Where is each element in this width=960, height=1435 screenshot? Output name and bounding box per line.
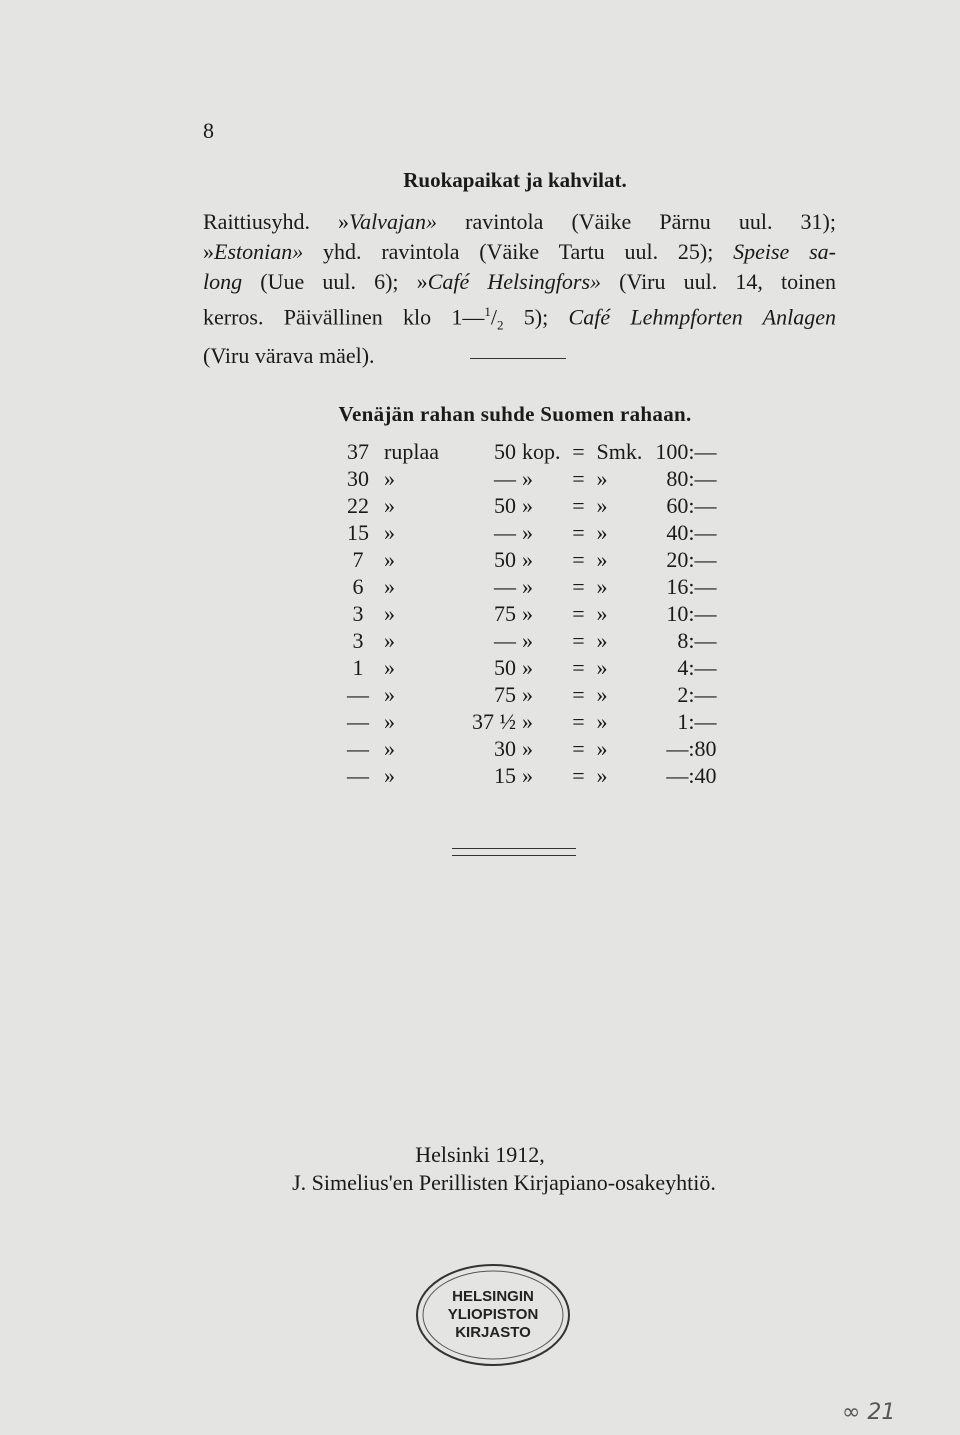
table-cell: 4:—: [677, 654, 717, 680]
table-cell: =: [572, 573, 585, 599]
paragraph-line-3: long (Uue uul. 6); »Café Helsingfors» (Viru uul. 14, toinen: [203, 269, 837, 294]
table-row: [338, 492, 717, 519]
table-cell: »: [596, 762, 608, 788]
table-cell: »: [522, 762, 533, 788]
table-cell: »: [384, 735, 395, 761]
table-row: [338, 438, 717, 465]
table-cell: 50: [494, 492, 516, 518]
table-cell: »: [384, 681, 395, 707]
table-cell: 50: [494, 654, 516, 680]
table-cell: 20:—: [666, 546, 717, 572]
page-number: 8: [203, 118, 214, 143]
table-cell: 10:—: [666, 600, 717, 626]
table-cell: =: [572, 627, 585, 653]
table-cell: »: [596, 654, 608, 680]
table-cell: =: [572, 546, 585, 572]
table-cell: Smk.: [596, 438, 643, 464]
table-cell: »: [596, 465, 608, 491]
table-row: [338, 762, 717, 789]
table-cell: —: [494, 465, 516, 491]
pencil-annotation: ∞ 21: [842, 1400, 896, 1425]
table-cell: —:80: [666, 735, 717, 761]
table-row: [338, 681, 717, 708]
footer-printer: J. Simelius'en Perillisten Kirjapiano-osakeyhtiö.: [292, 1170, 716, 1195]
table-cell: »: [596, 519, 608, 545]
table-cell: 100:—: [655, 438, 717, 464]
table-row: [338, 627, 717, 654]
table-row: [338, 708, 717, 735]
table-cell: =: [572, 492, 585, 518]
table-cell: 75: [494, 600, 516, 626]
section-title-exchange: Venäjän rahan suhde Suomen rahaan.: [338, 402, 692, 426]
table-cell: »: [384, 519, 395, 545]
table-cell: 1: [352, 654, 364, 680]
table-cell: =: [572, 519, 585, 545]
table-cell: »: [522, 519, 533, 545]
table-cell: »: [596, 600, 608, 626]
table-cell: »: [384, 465, 395, 491]
table-cell: 50: [494, 438, 516, 464]
table-row: [338, 573, 717, 600]
table-cell: »: [596, 708, 608, 734]
paragraph-line-2: »Estonian» yhd. ravintola (Väike Tartu uul. 25); Speise sa-: [203, 239, 836, 264]
table-cell: »: [384, 546, 395, 572]
table-cell: =: [572, 654, 585, 680]
table-cell: 80:—: [666, 465, 717, 491]
table-cell: 37 ½: [472, 708, 516, 734]
table-cell: »: [384, 573, 395, 599]
table-row: [338, 546, 717, 573]
library-stamp: [413, 1260, 573, 1370]
table-cell: »: [596, 627, 608, 653]
table-cell: 22: [347, 492, 369, 518]
table-cell: 40:—: [666, 519, 717, 545]
table-cell: »: [522, 492, 533, 518]
restaurants-paragraph: [203, 207, 836, 371]
table-cell: =: [572, 465, 585, 491]
table-cell: »: [522, 654, 533, 680]
stamp-line-3: KIRJASTO: [455, 1324, 531, 1341]
table-cell: 15: [494, 762, 516, 788]
double-rule-bottom: [452, 855, 576, 856]
table-cell: 30: [494, 735, 516, 761]
stamp-line-2: YLIOPISTON: [447, 1306, 539, 1323]
table-cell: 7: [352, 546, 364, 572]
table-cell: 75: [494, 681, 516, 707]
table-cell: —: [347, 735, 369, 761]
exchange-rate-table: [338, 438, 717, 789]
table-cell: »: [596, 546, 608, 572]
table-cell: »: [522, 627, 533, 653]
table-cell: »: [384, 600, 395, 626]
table-cell: ruplaa: [384, 438, 439, 464]
table-cell: »: [522, 546, 533, 572]
table-cell: —: [494, 573, 516, 599]
table-cell: »: [522, 708, 533, 734]
table-cell: »: [522, 681, 533, 707]
table-cell: »: [384, 627, 395, 653]
table-cell: 50: [494, 546, 516, 572]
table-cell: 60:—: [666, 492, 717, 518]
table-cell: =: [572, 762, 585, 788]
table-cell: =: [572, 600, 585, 626]
table-cell: 16:—: [666, 573, 717, 599]
table-cell: —:40: [666, 762, 717, 788]
paragraph-line-1: Raittiusyhd. »Valvajan» ravintola (Väike Pärnu uul. 31);: [203, 209, 836, 234]
table-cell: =: [572, 681, 585, 707]
paragraph-line-5: (Viru värava mäel).: [203, 342, 375, 368]
table-row: [338, 600, 717, 627]
table-cell: 3: [352, 627, 364, 653]
table-cell: —: [347, 708, 369, 734]
section-divider: [470, 358, 566, 359]
table-cell: »: [384, 762, 395, 788]
table-cell: kop.: [522, 438, 561, 464]
table-cell: »: [596, 735, 608, 761]
table-cell: »: [522, 735, 533, 761]
stamp-line-1: HELSINGIN: [452, 1288, 534, 1305]
table-cell: —: [347, 762, 369, 788]
table-cell: =: [572, 438, 585, 464]
table-cell: »: [522, 600, 533, 626]
table-cell: »: [596, 492, 608, 518]
double-rule-top: [452, 848, 576, 849]
table-row: [338, 519, 717, 546]
table-cell: —: [494, 519, 516, 545]
table-cell: —: [347, 681, 369, 707]
table-cell: =: [572, 708, 585, 734]
footer-place-year: Helsinki 1912,: [415, 1142, 545, 1167]
table-cell: 6: [352, 573, 364, 599]
table-cell: »: [596, 681, 608, 707]
table-cell: 1:—: [677, 708, 717, 734]
table-cell: 3: [352, 600, 364, 626]
table-cell: »: [384, 654, 395, 680]
table-row: [338, 735, 717, 762]
table-cell: 37: [347, 438, 369, 464]
table-row: [338, 465, 717, 492]
table-cell: 15: [347, 519, 369, 545]
table-cell: »: [384, 492, 395, 518]
table-cell: 2:—: [677, 681, 717, 707]
table-cell: 30: [347, 465, 369, 491]
table-cell: »: [384, 708, 395, 734]
table-cell: »: [522, 573, 533, 599]
section-title-restaurants: Ruokapaikat ja kahvilat.: [403, 168, 627, 192]
table-cell: =: [572, 735, 585, 761]
table-cell: »: [522, 465, 533, 491]
table-cell: —: [494, 627, 516, 653]
table-cell: 8:—: [677, 627, 717, 653]
table-cell: »: [596, 573, 608, 599]
table-row: [338, 654, 717, 681]
paragraph-line-4: kerros. Päivällinen klo $1—^1/_2$ 5); Café Lehmpforten Anlagen: [203, 304, 836, 333]
